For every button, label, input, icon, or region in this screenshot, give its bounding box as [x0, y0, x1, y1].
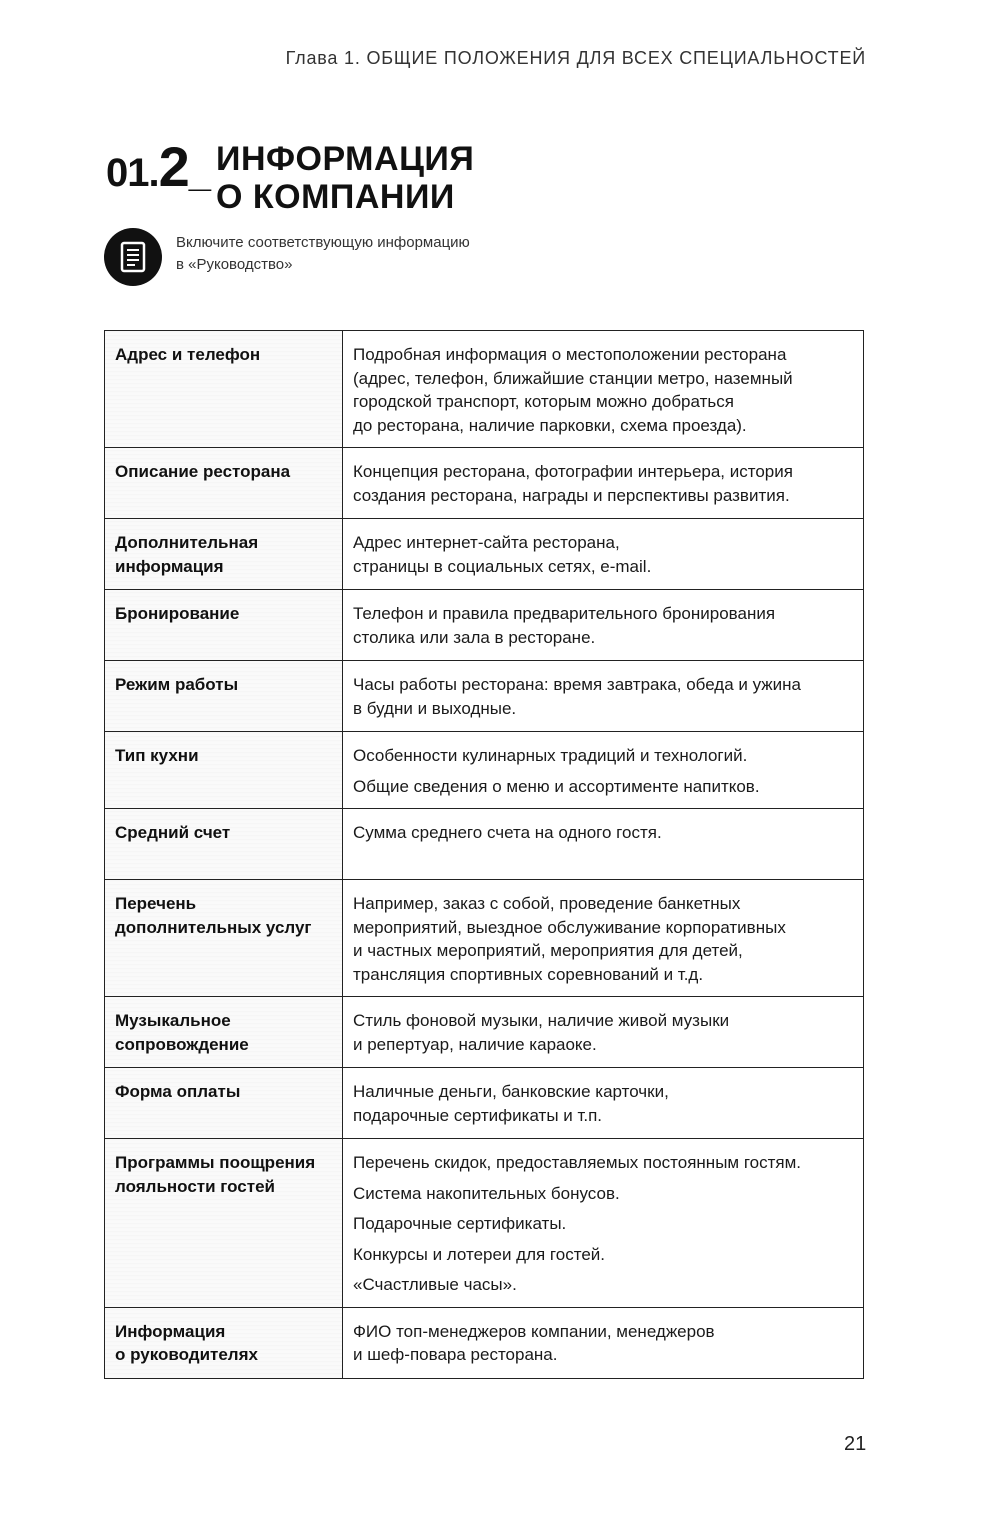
- description-line: подарочные сертификаты и т.п.: [353, 1105, 603, 1125]
- description-line: Телефон и правила предварительного бронирования: [353, 604, 776, 623]
- description-paragraph: [353, 1182, 853, 1206]
- row-label-line: Тип кухни: [115, 746, 199, 765]
- row-label-line: информация: [115, 556, 224, 576]
- description-line: трансляция спортивных соревнований и т.д.: [353, 964, 704, 984]
- running-header: Глава 1. ОБЩИЕ ПОЛОЖЕНИЯ ДЛЯ ВСЕХ СПЕЦИАЛЬНОСТЕЙ: [285, 48, 866, 68]
- description-paragraph: [353, 821, 853, 845]
- row-label-line: Информация: [115, 1321, 226, 1341]
- row-label-line: Средний счет: [115, 823, 231, 842]
- guide-note: [104, 228, 470, 286]
- description-line: создания ресторана, награды и перспективы развития.: [353, 485, 790, 505]
- row-label: [105, 331, 343, 448]
- description-paragraph: [353, 602, 853, 649]
- description-paragraph: [353, 1273, 853, 1297]
- row-label-line: Музыкальное: [115, 1011, 231, 1030]
- row-description: [343, 519, 864, 590]
- description-line: в будни и выходные.: [353, 698, 517, 718]
- row-label-line: Программы поощрения: [115, 1153, 316, 1172]
- row-label-line: лояльности гостей: [115, 1176, 275, 1196]
- description-line: городской транспорт, которым можно добраться: [353, 392, 734, 411]
- row-label: [105, 590, 343, 661]
- row-label-line: Перечень: [115, 894, 197, 913]
- row-label: [105, 1307, 343, 1378]
- description-line: Подробная информация о местоположении ресторана: [353, 345, 787, 364]
- row-description: [343, 590, 864, 661]
- row-description: [343, 1139, 864, 1308]
- table-row: [105, 448, 864, 519]
- description-paragraph: [353, 1212, 853, 1236]
- description-line: и частных мероприятий, мероприятия для детей,: [353, 941, 743, 960]
- description-line: Перечень скидок, предоставляемых постоянным гостям.: [353, 1153, 802, 1172]
- row-description: [343, 1307, 864, 1378]
- section-heading-line-1: ИНФОРМАЦИЯ: [216, 140, 475, 178]
- row-label-line: Форма оплаты: [115, 1082, 241, 1101]
- section-heading-line-2: О КОМПАНИИ: [216, 178, 455, 216]
- row-description: [343, 1068, 864, 1139]
- description-line: Особенности кулинарных традиций и технологий.: [353, 746, 748, 765]
- description-line: Стиль фоновой музыки, наличие живой музыки: [353, 1011, 730, 1030]
- row-label-line: Режим работы: [115, 675, 239, 694]
- description-paragraph: [353, 1243, 853, 1267]
- description-paragraph: [353, 744, 853, 768]
- table-row: [105, 590, 864, 661]
- section-heading: [216, 140, 474, 216]
- table-row: [105, 997, 864, 1068]
- description-line: мероприятий, выездное обслуживание корпоративных: [353, 917, 786, 937]
- description-paragraph: [353, 1151, 853, 1175]
- description-line: Адрес интернет-сайта ресторана,: [353, 533, 620, 552]
- row-label: [105, 661, 343, 732]
- document-icon: [104, 228, 162, 286]
- row-label-line: Дополнительная: [115, 533, 259, 552]
- row-description: [343, 732, 864, 809]
- description-line: «Счастливые часы».: [353, 1275, 517, 1294]
- row-label-line: дополнительных услуг: [115, 917, 312, 937]
- row-label: [105, 1139, 343, 1308]
- description-line: Система накопительных бонусов.: [353, 1183, 620, 1203]
- row-label: [105, 880, 343, 997]
- description-line: Общие сведения о меню и ассортименте напитков.: [353, 776, 760, 796]
- row-label: [105, 1068, 343, 1139]
- description-line: страницы в социальных сетях, e-mail.: [353, 556, 652, 576]
- description-line: ФИО топ-менеджеров компании, менеджеров: [353, 1321, 715, 1341]
- description-line: Наличные деньги, банковские карточки,: [353, 1082, 669, 1101]
- description-line: и шеф-повара ресторана.: [353, 1345, 558, 1364]
- company-info-table: [104, 330, 864, 1379]
- table-row: [105, 331, 864, 448]
- table-row: [105, 519, 864, 590]
- description-line: Концепция ресторана, фотографии интерьера, история: [353, 462, 793, 481]
- description-line: столика или зала в ресторане.: [353, 627, 596, 647]
- description-paragraph: [353, 673, 853, 720]
- row-label-line: Бронирование: [115, 604, 240, 623]
- table-row: [105, 661, 864, 732]
- row-label: [105, 809, 343, 880]
- row-label-line: Описание ресторана: [115, 462, 291, 481]
- description-paragraph: [353, 460, 853, 507]
- table-row: [105, 1139, 864, 1308]
- row-label-line: сопровождение: [115, 1034, 249, 1054]
- row-label: [105, 997, 343, 1068]
- row-label: [105, 448, 343, 519]
- description-paragraph: [353, 343, 853, 437]
- table-row: [105, 1068, 864, 1139]
- description-line: Подарочные сертификаты.: [353, 1214, 567, 1233]
- description-paragraph: [353, 531, 853, 578]
- description-paragraph: [353, 1009, 853, 1056]
- row-label-line: Адрес и телефон: [115, 345, 261, 364]
- row-description: [343, 809, 864, 880]
- description-line: Конкурсы и лотереи для гостей.: [353, 1244, 605, 1264]
- row-description: [343, 448, 864, 519]
- description-paragraph: [353, 775, 853, 799]
- table-row: [105, 732, 864, 809]
- row-description: [343, 997, 864, 1068]
- table-row: [105, 880, 864, 997]
- table-row: [105, 809, 864, 880]
- description-paragraph: [353, 892, 853, 986]
- section-number: 01.2_: [106, 135, 211, 198]
- description-line: Сумма среднего счета на одного гостя.: [353, 823, 662, 842]
- description-line: Часы работы ресторана: время завтрака, обеда и ужина: [353, 675, 802, 694]
- row-label: [105, 519, 343, 590]
- page-number: 21: [844, 1433, 867, 1455]
- description-line: до ресторана, наличие парковки, схема проезда).: [353, 415, 747, 435]
- description-line: (адрес, телефон, ближайшие станции метро, наземный: [353, 368, 793, 388]
- row-label-line: о руководителях: [115, 1345, 258, 1364]
- row-description: [343, 880, 864, 997]
- section-title: [106, 134, 475, 216]
- row-label: [105, 732, 343, 809]
- table-row: [105, 1307, 864, 1378]
- description-paragraph: [353, 1080, 853, 1127]
- description-line: Например, заказ с собой, проведение банкетных: [353, 894, 741, 913]
- description-paragraph: [353, 1320, 853, 1367]
- description-line: и репертуар, наличие караоке.: [353, 1034, 597, 1054]
- row-description: [343, 661, 864, 732]
- row-description: [343, 331, 864, 448]
- note-text: Включите соответствующую информацию в «Руководство»: [176, 234, 470, 273]
